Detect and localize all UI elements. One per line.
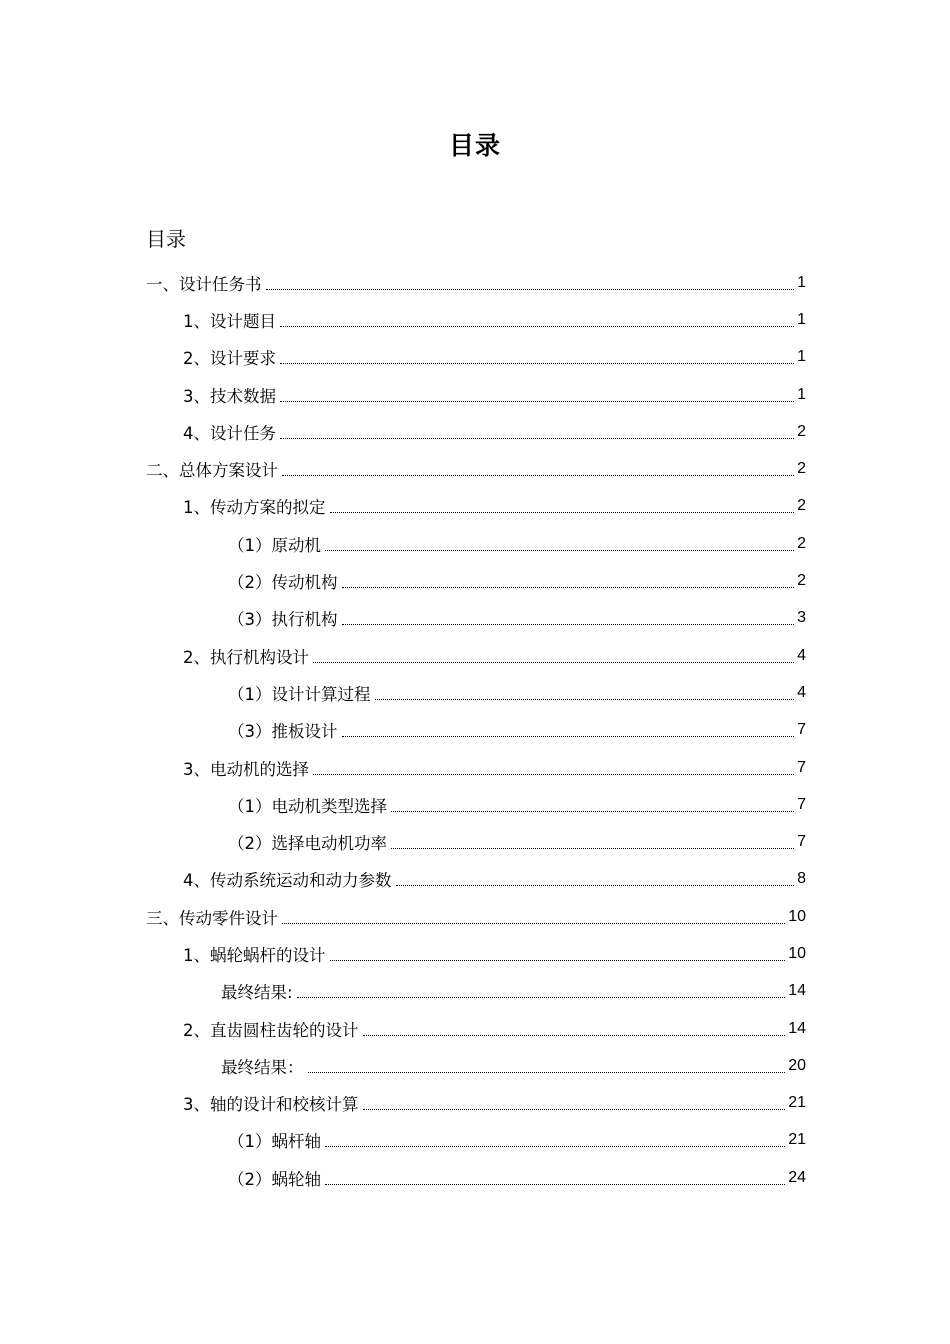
toc-page-number: 14	[788, 1019, 806, 1037]
toc-dot-leader	[342, 623, 795, 625]
table-of-contents	[0, 264, 950, 1196]
toc-entry-label: 三、传动零件设计	[146, 908, 278, 928]
toc-entry-label: 最终结果：	[221, 1057, 304, 1077]
toc-entry[interactable]	[0, 823, 950, 860]
toc-entry-label: 二、总体方案设计	[146, 461, 278, 481]
toc-dot-leader	[342, 586, 795, 588]
toc-page-number: 7	[797, 795, 806, 813]
toc-page-number: 2	[797, 572, 806, 590]
toc-page-number: 1	[797, 348, 806, 366]
toc-entry[interactable]	[0, 450, 950, 487]
toc-dot-leader	[280, 325, 794, 327]
toc-dot-leader	[363, 1034, 786, 1036]
toc-page-number: 2	[797, 497, 806, 515]
toc-entry[interactable]	[0, 600, 950, 637]
toc-entry[interactable]	[0, 413, 950, 450]
toc-entry[interactable]	[0, 749, 950, 786]
toc-page-number: 10	[788, 907, 806, 925]
toc-entry-label: （1）原动机	[228, 535, 321, 555]
toc-entry-label: （2）传动机构	[228, 573, 338, 593]
toc-page-number: 7	[797, 758, 806, 776]
toc-entry[interactable]	[0, 898, 950, 935]
toc-page-number: 7	[797, 721, 806, 739]
toc-dot-leader	[391, 847, 794, 849]
toc-page-number: 1	[797, 310, 806, 328]
toc-page-number: 14	[788, 982, 806, 1000]
page-title: 目录	[448, 131, 501, 160]
toc-dot-leader	[280, 437, 794, 439]
toc-heading: 目录	[146, 227, 186, 251]
toc-dot-leader	[308, 1071, 786, 1073]
toc-dot-leader	[313, 773, 794, 775]
toc-page-number: 20	[788, 1056, 806, 1074]
toc-entry-label: 1、蜗轮蜗杆的设计	[183, 945, 326, 965]
toc-dot-leader	[282, 474, 794, 476]
toc-entry-label: 4、设计任务	[183, 423, 276, 443]
toc-dot-leader	[282, 922, 785, 924]
toc-page-number: 1	[797, 273, 806, 291]
toc-page-number: 8	[797, 870, 806, 888]
toc-page-number: 24	[788, 1168, 806, 1186]
toc-entry[interactable]	[0, 1159, 950, 1196]
toc-dot-leader	[297, 996, 786, 998]
toc-page-number: 2	[797, 422, 806, 440]
toc-page-number: 3	[797, 609, 806, 627]
toc-entry[interactable]	[0, 637, 950, 674]
toc-entry[interactable]	[0, 339, 950, 376]
toc-page-number: 10	[788, 944, 806, 962]
toc-entry-label: 3、电动机的选择	[183, 759, 309, 779]
toc-entry[interactable]	[0, 1010, 950, 1047]
toc-entry-label: （1）蜗杆轴	[228, 1132, 321, 1152]
toc-entry-label: 3、技术数据	[183, 386, 276, 406]
toc-page-number: 21	[788, 1131, 806, 1149]
toc-page-number: 21	[788, 1094, 806, 1112]
toc-dot-leader	[280, 362, 794, 364]
toc-dot-leader	[325, 1145, 785, 1147]
toc-dot-leader	[375, 698, 795, 700]
toc-entry[interactable]	[0, 712, 950, 749]
toc-entry-label: 2、执行机构设计	[183, 647, 309, 667]
toc-entry-label: 3、轴的设计和校核计算	[183, 1095, 359, 1115]
toc-entry[interactable]	[0, 376, 950, 413]
toc-entry-label: （3）推板设计	[228, 722, 338, 742]
toc-page-number: 4	[797, 646, 806, 664]
toc-entry-label: 最终结果:	[221, 983, 293, 1003]
toc-entry-label: （2）蜗轮轴	[228, 1169, 321, 1189]
toc-dot-leader	[266, 288, 795, 290]
toc-entry[interactable]	[0, 488, 950, 525]
toc-entry-label: 1、设计题目	[183, 311, 276, 331]
toc-page-number: 2	[797, 460, 806, 478]
toc-dot-leader	[325, 1183, 785, 1185]
toc-entry[interactable]	[0, 786, 950, 823]
toc-entry-label: 4、传动系统运动和动力参数	[183, 871, 392, 891]
toc-entry-label: 2、设计要求	[183, 349, 276, 369]
toc-entry[interactable]	[0, 1085, 950, 1122]
toc-dot-leader	[396, 884, 795, 886]
toc-entry-label: （3）执行机构	[228, 610, 338, 630]
toc-entry-label: （1）电动机类型选择	[228, 796, 387, 816]
toc-entry[interactable]	[0, 562, 950, 599]
toc-dot-leader	[342, 735, 795, 737]
toc-dot-leader	[391, 810, 794, 812]
toc-entry[interactable]	[0, 525, 950, 562]
toc-entry[interactable]	[0, 973, 950, 1010]
toc-entry-label: （2）选择电动机功率	[228, 834, 387, 854]
toc-entry[interactable]	[0, 674, 950, 711]
toc-page-number: 4	[797, 683, 806, 701]
toc-entry-label: （1）设计计算过程	[228, 684, 371, 704]
toc-dot-leader	[330, 511, 795, 513]
toc-entry[interactable]	[0, 935, 950, 972]
toc-page-number: 1	[797, 385, 806, 403]
toc-page-number: 7	[797, 833, 806, 851]
toc-entry-label: 一、设计任务书	[146, 274, 262, 294]
toc-entry[interactable]	[0, 1047, 950, 1084]
toc-entry[interactable]	[0, 861, 950, 898]
toc-dot-leader	[363, 1108, 786, 1110]
toc-entry-label: 1、传动方案的拟定	[183, 498, 326, 518]
toc-entry[interactable]	[0, 301, 950, 338]
toc-dot-leader	[330, 959, 786, 961]
toc-entry[interactable]	[0, 1122, 950, 1159]
toc-dot-leader	[280, 400, 794, 402]
toc-entry[interactable]	[0, 264, 950, 301]
toc-page-number: 2	[797, 534, 806, 552]
toc-dot-leader	[325, 549, 794, 551]
toc-dot-leader	[313, 661, 794, 663]
toc-entry-label: 2、直齿圆柱齿轮的设计	[183, 1020, 359, 1040]
